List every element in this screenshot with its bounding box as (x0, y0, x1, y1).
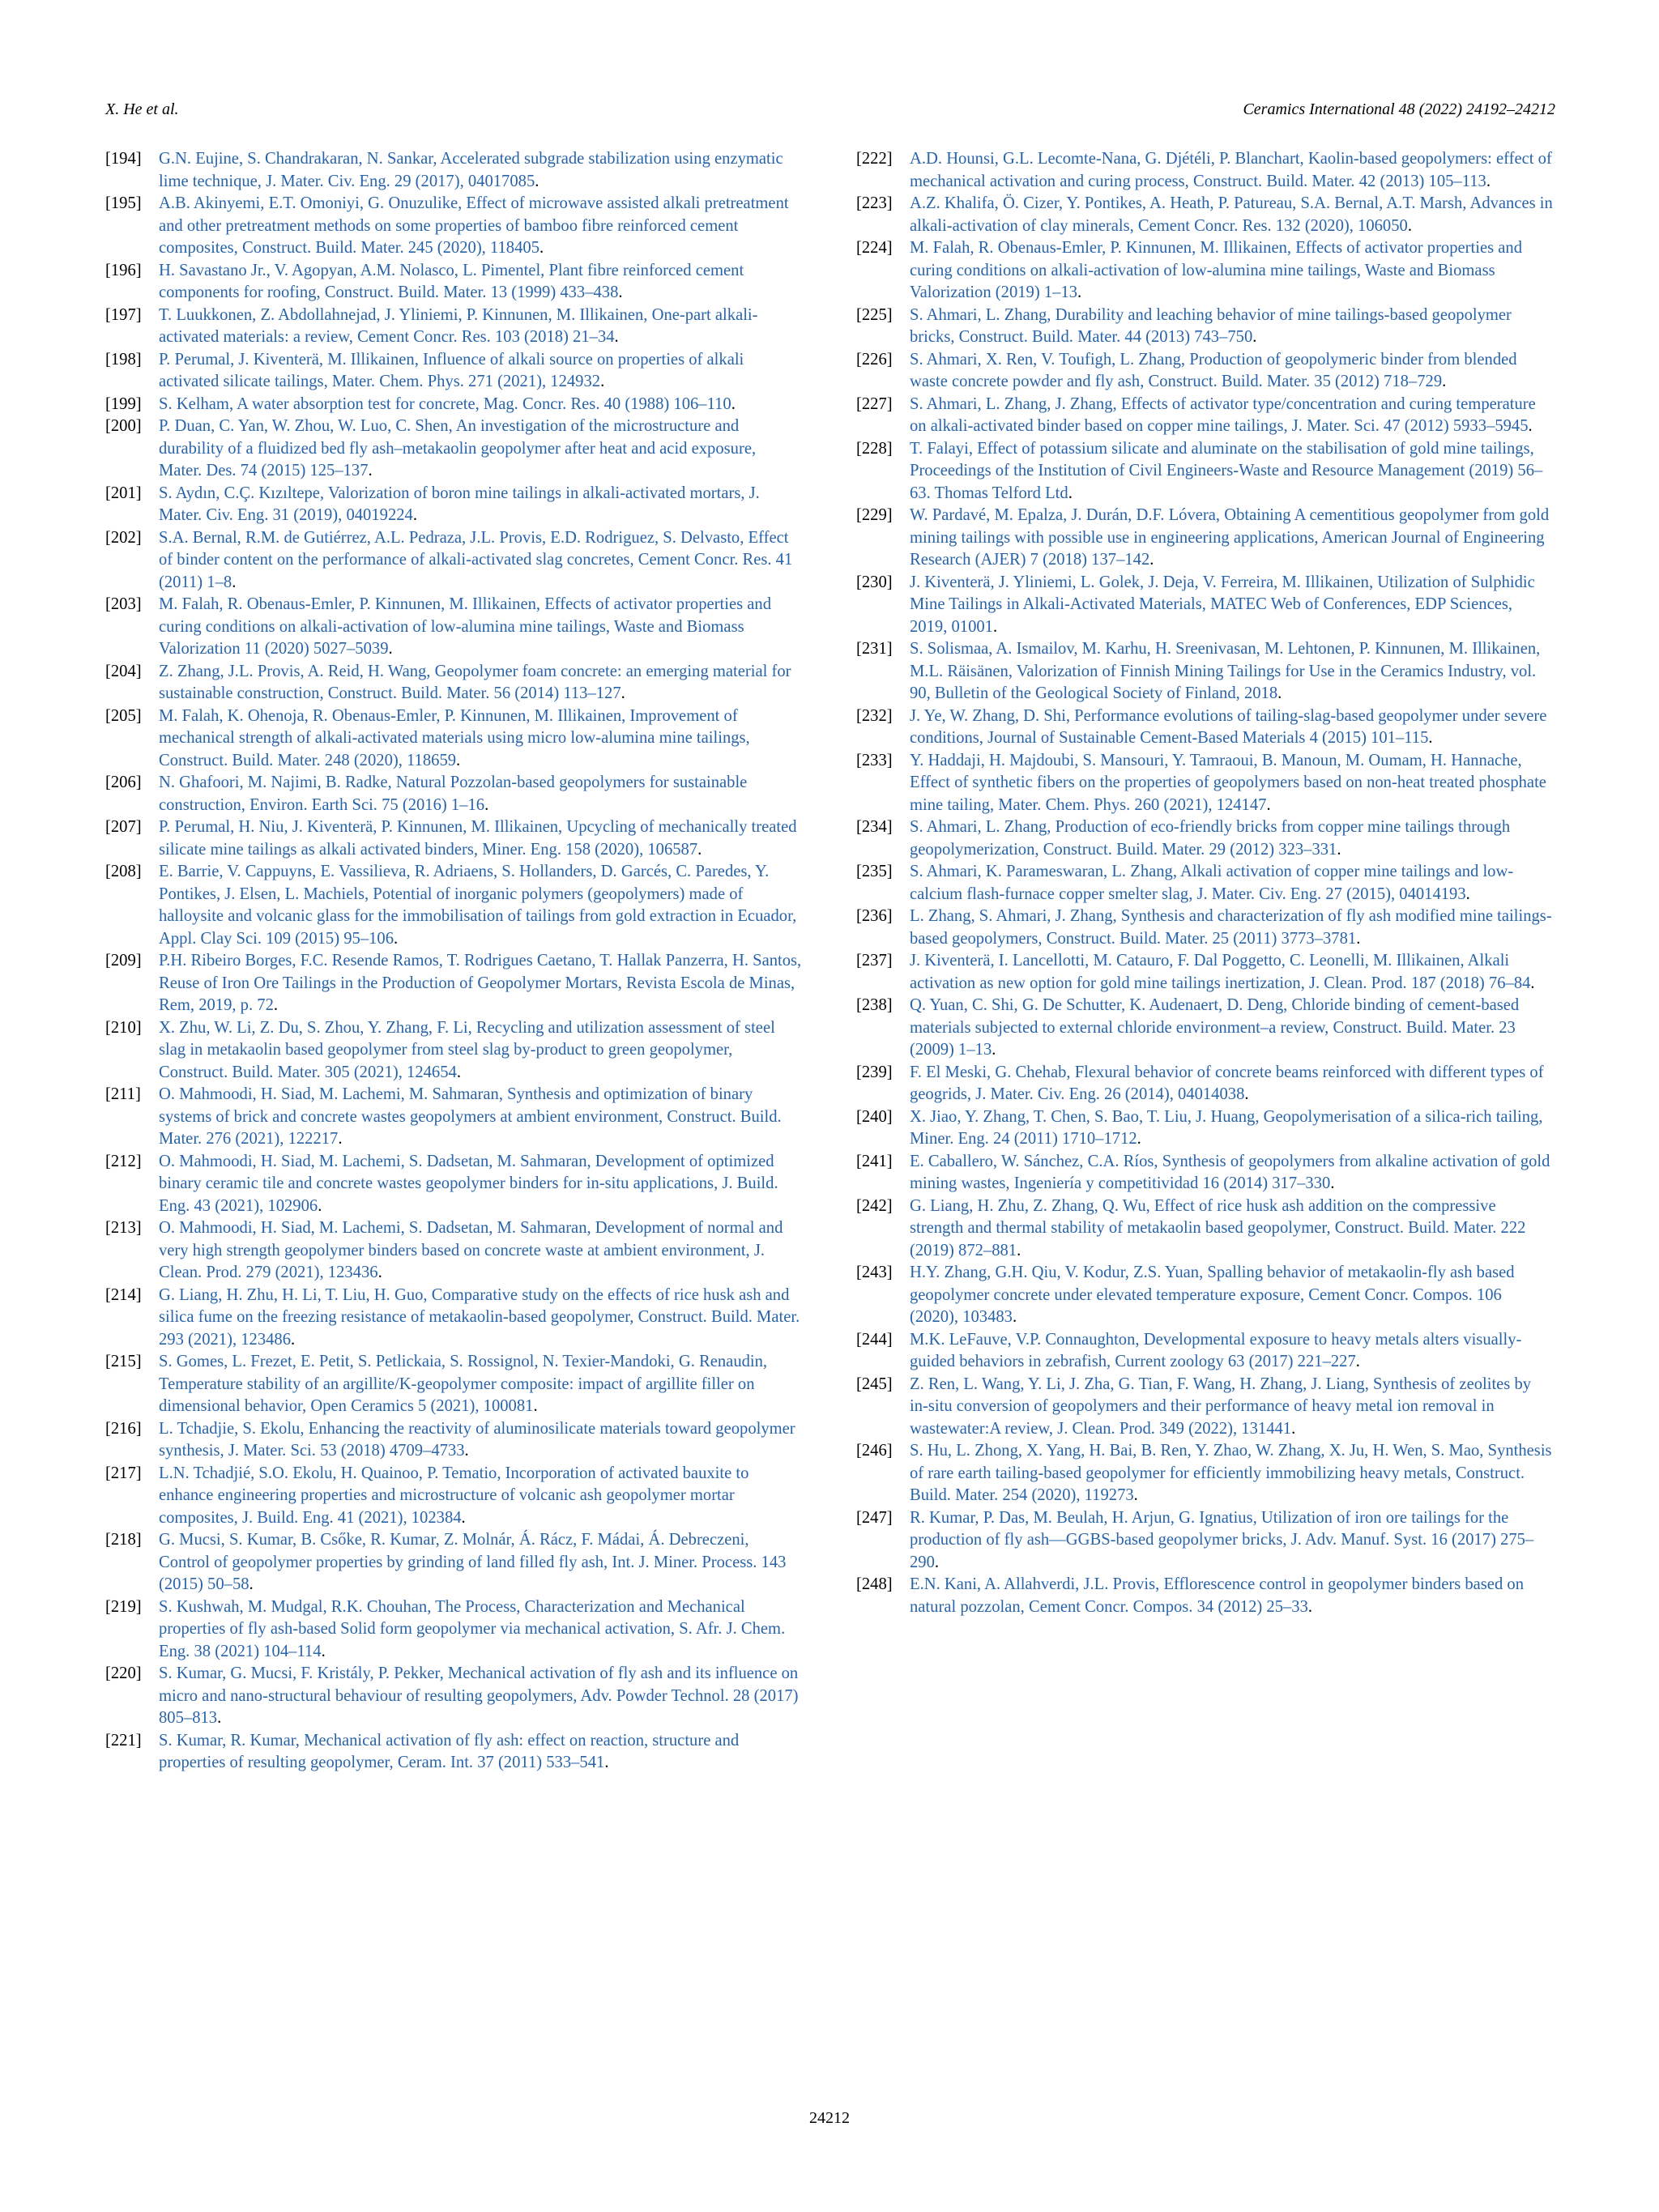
reference-entry (856, 705, 1553, 750)
reference-number: [246] (856, 1442, 893, 1460)
reference-link[interactable]: A.D. Hounsi, G.L. Lecomte-Nana, G. Djétéli, P. Blanchart, Kaolin-based geopolymers: effect of mechanical activation and curing process, Construct. Build. Mater. 42 (2013) 105–113. (910, 150, 1552, 190)
reference-entry (856, 505, 1553, 572)
reference-entry (105, 1418, 802, 1463)
reference-terminal-period: . (338, 1130, 343, 1148)
reference-entry (105, 1663, 802, 1730)
reference-terminal-period: . (1465, 884, 1470, 903)
reference-number: [211] (105, 1085, 141, 1103)
reference-link[interactable]: M. Falah, K. Ohenoja, R. Obenaus-Emler, P. Kinnunen, M. Illikainen, Improvement of mechanical strength of alkali-activated materials using micro low-alumina mine tailings, Construct. Build. Mater. 248 (2020), 118659. (159, 706, 750, 769)
reference-entry (856, 861, 1553, 906)
reference-terminal-period: . (1252, 328, 1257, 346)
reference-number: [209] (105, 952, 142, 970)
reference-link[interactable]: Z. Ren, L. Wang, Y. Li, J. Zha, G. Tian, F. Wang, H. Zhang, J. Liang, Synthesis of zeolites by in-situ conversion of geopolymers and their performance of heavy metal ion removal in wastewater:A review, J. Clean. Prod. 349 (2022), 131441. (910, 1375, 1532, 1438)
reference-link[interactable]: O. Mahmoodi, H. Siad, M. Lachemi, S. Dadsetan, M. Sahmaran, Development of normal and very high strength geopolymer binders based on concrete waste at ambient environment, J. Clean. Prod. 279 (2021), 123436. (159, 1219, 783, 1281)
reference-terminal-period: . (535, 172, 539, 190)
reference-number: [206] (105, 774, 142, 791)
reference-terminal-period: . (539, 239, 544, 257)
reference-link[interactable]: M. Falah, R. Obenaus-Emler, P. Kinnunen, M. Illikainen, Effects of activator properties and curing conditions on alkali-activation of low-alumina mine tailings, Waste and Biomass Valorization 11 (2020) 5027–5039. (159, 595, 772, 658)
reference-terminal-period: . (1266, 795, 1271, 814)
reference-link[interactable]: O. Mahmoodi, H. Siad, M. Lachemi, M. Sahmaran, Synthesis and optimization of binary systems of brick and concrete wastes geopolymers at ambient environment, Construct. Build. Mater. 276 (2021), 122217. (159, 1085, 782, 1148)
reference-number: [242] (856, 1196, 893, 1215)
reference-entry (105, 705, 802, 773)
reference-terminal-period: . (1244, 1085, 1249, 1103)
reference-terminal-period: . (992, 1041, 996, 1059)
reference-terminal-period: . (1077, 283, 1082, 301)
reference-link[interactable]: G.N. Eujine, S. Chandrakaran, N. Sankar, Accelerated subgrade stabilization using enzymatic lime technique, J. Mater. Civ. Eng. 29 (2017), 04017085. (159, 150, 783, 190)
reference-entry (105, 416, 802, 483)
reference-link[interactable]: S. Aydın, C.Ç. Kızıltepe, Valorization of boron mine tailings in alkali-activated mortars, J. Mater. Civ. Eng. 31 (2019), 04019224. (159, 484, 760, 524)
reference-number: [224] (856, 239, 893, 257)
reference-terminal-period: . (217, 1709, 222, 1727)
reference-terminal-period: . (1017, 1241, 1021, 1259)
reference-terminal-period: . (484, 795, 489, 814)
reference-link[interactable]: E.N. Kani, A. Allahverdi, J.L. Provis, Efflorescence control in geopolymer binders based on natural pozzolan, Cement Concr. Compos. 34 (2012) 25–33. (910, 1575, 1524, 1616)
reference-number: [200] (105, 417, 142, 435)
reference-link[interactable]: S. Ahmari, L. Zhang, Production of eco-friendly bricks from copper mine tailings through geopolymerization, Construct. Build. Mater. 29 (2012) 323–331. (910, 818, 1511, 859)
reference-link[interactable]: P. Perumal, H. Niu, J. Kiventerä, P. Kinnunen, M. Illikainen, Upcycling of mechanically treated silicate mine tailings as alkali activated binders, Miner. Eng. 158 (2020), 106587. (159, 818, 797, 859)
reference-number: [203] (105, 595, 142, 613)
reference-link[interactable]: S. Ahmari, L. Zhang, Durability and leaching behavior of mine tailings-based geopolymer bricks, Construct. Build. Mater. 44 (2013) 743–750. (910, 305, 1512, 346)
reference-terminal-period: . (600, 373, 605, 390)
reference-link[interactable]: G. Liang, H. Zhu, H. Li, T. Liu, H. Guo, Comparative study on the effects of rice husk ash and silica fume on the freezing resistance of metakaolin-based geopolymer, Construct. Build. Mater. 293 (2021), 123486. (159, 1285, 800, 1349)
reference-terminal-period: . (992, 617, 998, 636)
reference-terminal-period: . (394, 929, 399, 948)
reference-entry (856, 1106, 1553, 1151)
reference-number: [238] (856, 996, 893, 1014)
reference-terminal-period: . (1012, 1308, 1017, 1326)
reference-entry (856, 906, 1553, 950)
reference-terminal-period: . (461, 1508, 466, 1527)
reference-number: [195] (105, 194, 142, 212)
reference-number: [208] (105, 863, 142, 880)
reference-number: [247] (856, 1508, 893, 1527)
reference-link[interactable]: S. Kumar, R. Kumar, Mechanical activation of fly ash: effect on reaction, structure and properties of resulting geopolymer, Ceram. Int. 37 (2011) 533–541. (159, 1731, 740, 1771)
reference-entry (105, 1596, 802, 1664)
reference-link[interactable]: N. Ghafoori, M. Najimi, B. Radke, Natural Pozzolan-based geopolymers for sustainable construction, Environ. Earth Sci. 75 (2016) 1–16. (159, 774, 748, 814)
running-head-journal: Ceramics International 48 (2022) 24192–24212 (1243, 100, 1555, 118)
reference-number: [218] (105, 1531, 142, 1549)
reference-number: [219] (105, 1597, 142, 1616)
reference-terminal-period: . (1442, 373, 1447, 390)
reference-entry (105, 661, 802, 705)
reference-number: [229] (856, 506, 893, 524)
reference-terminal-period: . (291, 1330, 296, 1349)
reference-number: [222] (856, 150, 893, 168)
reference-terminal-period: . (1530, 974, 1535, 992)
reference-number: [205] (105, 706, 142, 725)
reference-entry (856, 148, 1553, 193)
reference-terminal-period: . (1330, 1174, 1335, 1192)
reference-link[interactable]: A.Z. Khalifa, Ö. Cizer, Y. Pontikes, A. Heath, P. Patureau, S.A. Bernal, A.T. Marsh, Advances in alkali-activation of clay minerals, Cement Concr. Res. 132 (2020), 106050. (910, 194, 1553, 235)
reference-number: [225] (856, 305, 893, 324)
reference-entry (856, 349, 1553, 394)
reference-entry (105, 349, 802, 394)
reference-terminal-period: . (1068, 484, 1073, 502)
reference-terminal-period: . (697, 840, 702, 859)
reference-entry (105, 527, 802, 595)
reference-link[interactable]: X. Jiao, Y. Zhang, T. Chen, S. Bao, T. Liu, J. Huang, Geopolymerisation of a silica-rich tailing, Miner. Eng. 24 (2011) 1710–1712. (910, 1107, 1543, 1148)
reference-entry (856, 1329, 1553, 1374)
reference-link[interactable]: Z. Zhang, J.L. Provis, A. Reid, H. Wang, Geopolymer foam concrete: an emerging material for sustainable construction, Construct. Build. Mater. 56 (2014) 113–127. (159, 662, 791, 702)
reference-entry (856, 1262, 1553, 1329)
reference-link[interactable]: A.B. Akinyemi, E.T. Omoniyi, G. Onuzulike, Effect of microwave assisted alkali pretreatment and other pretreatment methods on some properties of bamboo fibre reinforced cement composites, Construct. Build. Mater. 245 (2020), 118405. (159, 194, 789, 257)
reference-entry (105, 305, 802, 349)
reference-entry (856, 1574, 1553, 1618)
reference-link[interactable]: T. Luukkonen, Z. Abdollahnejad, J. Yliniemi, P. Kinnunen, M. Illikainen, One-part alkali-activated materials: a review, Cement Concr. Res. 103 (2018) 21–34. (159, 305, 758, 346)
reference-number: [214] (105, 1285, 142, 1304)
reference-entry (105, 950, 802, 1017)
reference-link[interactable]: S. Kushwah, M. Mudgal, R.K. Chouhan, The Process, Characterization and Mechanical properties of fly ash-based Solid form geopolymer via mechanical activation, S. Afr. J. Chem. Eng. 38 (2021) 104–114. (159, 1597, 786, 1660)
reference-number: [227] (856, 394, 893, 413)
reference-terminal-period: . (1407, 216, 1412, 235)
reference-number: [243] (856, 1264, 893, 1281)
reference-terminal-period: . (1528, 417, 1533, 435)
reference-number: [194] (105, 150, 142, 168)
reference-entry (856, 1196, 1553, 1263)
reference-entry (105, 772, 802, 816)
reference-entry (105, 816, 802, 861)
reference-entry (105, 193, 802, 260)
reference-terminal-period: . (368, 462, 373, 479)
reference-entry (105, 1084, 802, 1151)
reference-terminal-period: . (232, 573, 237, 591)
reference-terminal-period: . (1291, 1419, 1296, 1438)
reference-entry (105, 260, 802, 305)
reference-number: [226] (856, 350, 893, 369)
reference-number: [212] (105, 1152, 142, 1170)
reference-entry (105, 861, 802, 950)
reference-link[interactable]: E. Barrie, V. Cappuyns, E. Vassilieva, R. Adriaens, S. Hollanders, D. Garcés, C. Paredes, Y. Pontikes, J. Elsen, L. Machiels, Potential of inorganic polymers (geopolymers) made of halloysite and volcanic glass for the immobilisation of tailings from gold extraction in Ecuador, Appl. Clay Sci. 109 (2015) 95–106. (159, 863, 797, 948)
reference-number: [198] (105, 350, 142, 369)
reference-terminal-period: . (604, 1754, 609, 1771)
reference-terminal-period: . (1133, 1486, 1138, 1504)
reference-number: [231] (856, 640, 893, 658)
reference-terminal-period: . (621, 684, 625, 702)
reference-terminal-period: . (618, 283, 623, 301)
reference-number: [230] (856, 573, 893, 591)
reference-link[interactable]: O. Mahmoodi, H. Siad, M. Lachemi, S. Dadsetan, M. Sahmaran, Development of optimized binary ceramic tile and concrete wastes geopolymer binders for in-situ applications, J. Build. Eng. 43 (2021), 102906. (159, 1152, 778, 1215)
reference-terminal-period: . (614, 328, 619, 346)
reference-link[interactable]: S. Kelham, A water absorption test for concrete, Mag. Concr. Res. 40 (1988) 106–110. (159, 394, 736, 413)
reference-number: [244] (856, 1330, 893, 1349)
reference-link[interactable]: J. Kiventerä, J. Yliniemi, L. Golek, J. Deja, V. Ferreira, M. Illikainen, Utilization of Sulphidic Mine Tailings in Alkali-Activated Materials, MATEC Web of Conferences, EDP Sciences, 2019, 01001. (910, 573, 1535, 636)
reference-number: [220] (105, 1664, 142, 1682)
reference-terminal-period: . (1277, 684, 1282, 702)
reference-link[interactable]: J. Kiventerä, I. Lancellotti, M. Catauro, F. Dal Poggetto, C. Leonelli, M. Illikainen, Alkali activation as new option for gold mine tailings inertization, J. Clean. Prod. 187 (2018) 76–84. (910, 952, 1535, 992)
reference-number: [216] (105, 1419, 142, 1438)
reference-entry (105, 1217, 802, 1285)
reference-link[interactable]: H.Y. Zhang, G.H. Qiu, V. Kodur, Z.S. Yuan, Spalling behavior of metakaolin-fly ash based geopolymer concrete under elevated temperature exposure, Cement Concr. Compos. 106 (2020), 103483. (910, 1264, 1515, 1326)
reference-number: [248] (856, 1575, 893, 1593)
reference-terminal-period: . (1355, 1353, 1360, 1370)
reference-entry (856, 394, 1553, 438)
reference-number: [196] (105, 261, 142, 279)
reference-entry (856, 237, 1553, 305)
reference-link[interactable]: M.K. LeFauve, V.P. Connaughton, Developmental exposure to heavy metals alters visually-guided behaviors in zebrafish, Current zoology 63 (2017) 221–227. (910, 1330, 1522, 1370)
reference-number: [201] (105, 484, 142, 502)
reference-link[interactable]: P. Duan, C. Yan, W. Zhou, W. Luo, C. Shen, An investigation of the microstructure and durability of a fluidized bed fly ash–metakaolin geopolymer after heat and acid exposure, Mater. Des. 74 (2015) 125–137. (159, 417, 757, 479)
reference-number: [199] (105, 394, 142, 413)
reference-link[interactable]: M. Falah, R. Obenaus-Emler, P. Kinnunen, M. Illikainen, Effects of activator properties and curing conditions on alkali-activation of low-alumina mine tailings, Waste and Biomass Valorization (2019) 1–13. (910, 239, 1523, 301)
reference-link[interactable]: S. Solismaa, A. Ismailov, M. Karhu, H. Sreenivasan, M. Lehtonen, P. Kinnunen, M. Illikainen, M.L. Räisänen, Valorization of Finnish Mining Tailings for Use in the Ceramics Industry, vol. 90, Bulletin of the Geological Society of Finland, 2018. (910, 640, 1541, 702)
reference-link[interactable]: L. Tchadjie, S. Ekolu, Enhancing the reactivity of aluminosilicate materials toward geopolymer synthesis, J. Mater. Sci. 53 (2018) 4709–4733. (159, 1419, 795, 1460)
reference-link[interactable]: X. Zhu, W. Li, Z. Du, S. Zhou, Y. Zhang, F. Li, Recycling and utilization assessment of steel slag in metakaolin based geopolymer from steel slag by-product to green geopolymer, Construct. Build. Mater. 305 (2021), 124654. (159, 1018, 775, 1081)
reference-list-left-column (105, 148, 802, 1775)
reference-terminal-period: . (731, 394, 736, 413)
reference-link[interactable]: G. Mucsi, S. Kumar, B. Csőke, R. Kumar, Z. Molnár, Á. Rácz, F. Mádai, Á. Debreczeni, Control of geopolymer properties by grinding of land filled fly ash, Int. J. Miner. Process. 143 (2015) 50–58. (159, 1531, 787, 1593)
reference-entry (856, 305, 1553, 349)
reference-link[interactable]: S. Ahmari, L. Zhang, J. Zhang, Effects of activator type/concentration and curing temperature on alkali-activated binder based on copper mine tailings, J. Mater. Sci. 47 (2012) 5933–5945. (910, 394, 1536, 435)
reference-link[interactable]: Y. Haddaji, H. Majdoubi, S. Mansouri, Y. Tamraoui, B. Manoun, M. Oumam, H. Hannache, Effect of synthetic fibers on the properties of geopolymers based on non-heat treated phosphate mine tailing, Mater. Chem. Phys. 260 (2021), 124147. (910, 751, 1546, 814)
reference-entry (105, 148, 802, 193)
reference-terminal-period: . (934, 1553, 940, 1571)
reference-number: [204] (105, 662, 142, 680)
reference-entry (856, 1374, 1553, 1441)
reference-entry (105, 1151, 802, 1218)
reference-link[interactable]: Q. Yuan, C. Shi, G. De Schutter, K. Audenaert, D. Deng, Chloride binding of cement-based materials subjected to external chloride environment–a review, Construct. Build. Mater. 23 (2009) 1–13. (910, 996, 1520, 1059)
reference-link[interactable]: S.A. Bernal, R.M. de Gutiérrez, A.L. Pedraza, J.L. Provis, E.D. Rodriguez, S. Delvasto, Effect of binder content on the performance of alkali-activated slag concretes, Cement Concr. Res. 41 (2011) 1–8. (159, 528, 793, 591)
reference-number: [228] (856, 439, 893, 458)
reference-number: [235] (856, 863, 893, 880)
reference-terminal-period: . (456, 751, 461, 769)
reference-terminal-period: . (1137, 1130, 1141, 1148)
reference-entry (856, 750, 1553, 817)
reference-terminal-period: . (1486, 172, 1491, 190)
reference-number: [241] (856, 1152, 893, 1170)
reference-number: [233] (856, 751, 893, 769)
reference-link[interactable]: J. Ye, W. Zhang, D. Shi, Performance evolutions of tailing-slag-based geopolymer under severe conditions, Journal of Sustainable Cement-Based Materials 4 (2015) 101–115. (910, 706, 1547, 747)
reference-link[interactable]: S. Hu, L. Zhong, X. Yang, H. Bai, B. Ren, Y. Zhao, W. Zhang, X. Ju, H. Wen, S. Mao, Synthesis of rare earth tailing-based geopolymer for efficiently immobilizing heavy metals, Construct. Build. Mater. 254 (2020), 119273. (910, 1442, 1552, 1504)
reference-link[interactable]: G. Liang, H. Zhu, Z. Zhang, Q. Wu, Effect of rice husk ash addition on the compressive strength and thermal stability of metakaolin based geopolymer, Construct. Build. Mater. 222 (2019) 872–881. (910, 1196, 1526, 1259)
reference-link[interactable]: E. Caballero, W. Sánchez, C.A. Ríos, Synthesis of geopolymers from alkaline activation of gold mining wastes, Ingeniería y competitividad 16 (2014) 317–330. (910, 1152, 1550, 1192)
reference-number: [245] (856, 1375, 893, 1393)
reference-entry (105, 394, 802, 416)
reference-entry (105, 1463, 802, 1530)
reference-number: [197] (105, 305, 142, 324)
reference-number: [213] (105, 1219, 142, 1237)
reference-list-right-column (856, 148, 1553, 1618)
reference-entry (856, 816, 1553, 861)
reference-link[interactable]: F. El Meski, G. Chehab, Flexural behavior of concrete beams reinforced with different types of geogrids, J. Mater. Civ. Eng. 26 (2014), 04014038. (910, 1063, 1544, 1103)
reference-terminal-period: . (321, 1642, 326, 1660)
reference-terminal-period: . (464, 1442, 469, 1460)
reference-number: [207] (105, 818, 142, 836)
reference-number: [210] (105, 1018, 142, 1037)
reference-entry (105, 483, 802, 527)
reference-terminal-period: . (1356, 929, 1361, 948)
reference-link[interactable]: P.H. Ribeiro Borges, F.C. Resende Ramos, T. Rodrigues Caetano, T. Hallak Panzerra, H. Santos, Reuse of Iron Ore Tailings in the Production of Geopolymer Mortars, Revista Escola de Minas, Rem, 2019, p. 72. (159, 952, 802, 1014)
reference-number: [217] (105, 1464, 142, 1482)
reference-entry (856, 1062, 1553, 1106)
reference-number: [234] (856, 818, 893, 836)
reference-number: [223] (856, 194, 893, 212)
running-head-authors: X. He et al. (105, 100, 179, 118)
reference-entry (856, 1507, 1553, 1575)
reference-terminal-period: . (1337, 840, 1341, 859)
reference-link[interactable]: S. Ahmari, K. Parameswaran, L. Zhang, Alkali activation of copper mine tailings and low-calcium flash-furnace copper smelter slag, J. Mater. Civ. Eng. 27 (2015), 04014193. (910, 863, 1514, 903)
reference-entry (856, 1151, 1553, 1196)
reference-number: [240] (856, 1107, 893, 1126)
reference-link[interactable]: P. Perumal, J. Kiventerä, M. Illikainen, Influence of alkali source on properties of alkali activated silicate tailings, Mater. Chem. Phys. 271 (2021), 124932. (159, 350, 744, 390)
reference-terminal-period: . (249, 1575, 254, 1593)
reference-terminal-period: . (1428, 729, 1433, 747)
reference-number: [221] (105, 1731, 142, 1750)
reference-terminal-period: . (456, 1063, 461, 1081)
page-number: 24212 (809, 2109, 850, 2127)
reference-entry (105, 1351, 802, 1418)
reference-number: [237] (856, 952, 893, 970)
reference-entry (105, 1285, 802, 1352)
reference-entry (105, 1730, 802, 1775)
reference-entry (856, 638, 1553, 705)
reference-link[interactable]: T. Falayi, Effect of potassium silicate and aluminate on the stabilisation of gold mine tailings, Proceedings of the Institution of Civil Engineers-Waste and Resource Management (2019) 56–63. Thomas Telford Ltd. (910, 439, 1543, 502)
reference-terminal-period: . (377, 1264, 382, 1281)
reference-entry (856, 572, 1553, 639)
reference-link[interactable]: S. Gomes, L. Frezet, E. Petit, S. Petlickaia, S. Rossignol, N. Texier-Mandoki, G. Renaudin, Temperature stability of an argillite/K-geopolymer composite: impact of argillite filler on dimensional behavior, Open Ceramics 5 (2021), 100081. (159, 1353, 768, 1415)
reference-number: [232] (856, 706, 893, 725)
reference-entry (856, 995, 1553, 1062)
reference-entry (856, 193, 1553, 237)
reference-link[interactable]: R. Kumar, P. Das, M. Beulah, H. Arjun, G. Ignatius, Utilization of iron ore tailings for the production of fly ash—GGBS-based geopolymer bricks, J. Adv. Manuf. Syst. 16 (2017) 275–290. (910, 1508, 1534, 1571)
reference-terminal-period: . (1149, 551, 1154, 569)
reference-terminal-period: . (1307, 1597, 1313, 1616)
reference-entry (105, 594, 802, 661)
reference-terminal-period: . (533, 1397, 538, 1415)
running-head (105, 97, 1555, 121)
reference-link[interactable]: L.N. Tchadjié, S.O. Ekolu, H. Quainoo, P. Tematio, Incorporation of activated bauxite to enhance engineering properties and microstructure of volcanic ash geopolymer mortar composites, J. Build. Eng. 41 (2021), 102384. (159, 1464, 749, 1527)
reference-entry (105, 1017, 802, 1085)
reference-terminal-period: . (273, 996, 279, 1014)
reference-number: [202] (105, 528, 142, 547)
reference-entry (856, 438, 1553, 505)
reference-entry (856, 1440, 1553, 1507)
reference-terminal-period: . (318, 1196, 322, 1215)
reference-number: [239] (856, 1063, 893, 1081)
reference-entry (105, 1529, 802, 1596)
reference-link[interactable]: H. Savastano Jr., V. Agopyan, A.M. Nolasco, L. Pimentel, Plant fibre reinforced cement components for roofing, Construct. Build. Mater. 13 (1999) 433–438. (159, 261, 744, 301)
reference-number: [215] (105, 1353, 142, 1370)
reference-link[interactable]: S. Ahmari, X. Ren, V. Toufigh, L. Zhang, Production of geopolymeric binder from blended waste concrete powder and fly ash, Construct. Build. Mater. 35 (2012) 718–729. (910, 350, 1517, 390)
reference-number: [236] (856, 907, 893, 925)
reference-link[interactable]: S. Kumar, G. Mucsi, F. Kristály, P. Pekker, Mechanical activation of fly ash and its influence on micro and nano-structural behaviour of resulting geopolymers, Adv. Powder Technol. 28 (2017) 805–813. (159, 1664, 799, 1727)
reference-entry (856, 950, 1553, 995)
reference-link[interactable]: L. Zhang, S. Ahmari, J. Zhang, Synthesis and characterization of fly ash modified mine tailings-based geopolymers, Construct. Build. Mater. 25 (2011) 3773–3781. (910, 907, 1552, 948)
reference-link[interactable]: W. Pardavé, M. Epalza, J. Durán, D.F. Lóvera, Obtaining A cementitious geopolymer from gold mining tailings with possible use in engineering applications, American Journal of Engineering Research (AJER) 7 (2018) 137–142. (910, 506, 1550, 569)
reference-terminal-period: . (388, 640, 393, 658)
reference-terminal-period: . (412, 506, 417, 524)
